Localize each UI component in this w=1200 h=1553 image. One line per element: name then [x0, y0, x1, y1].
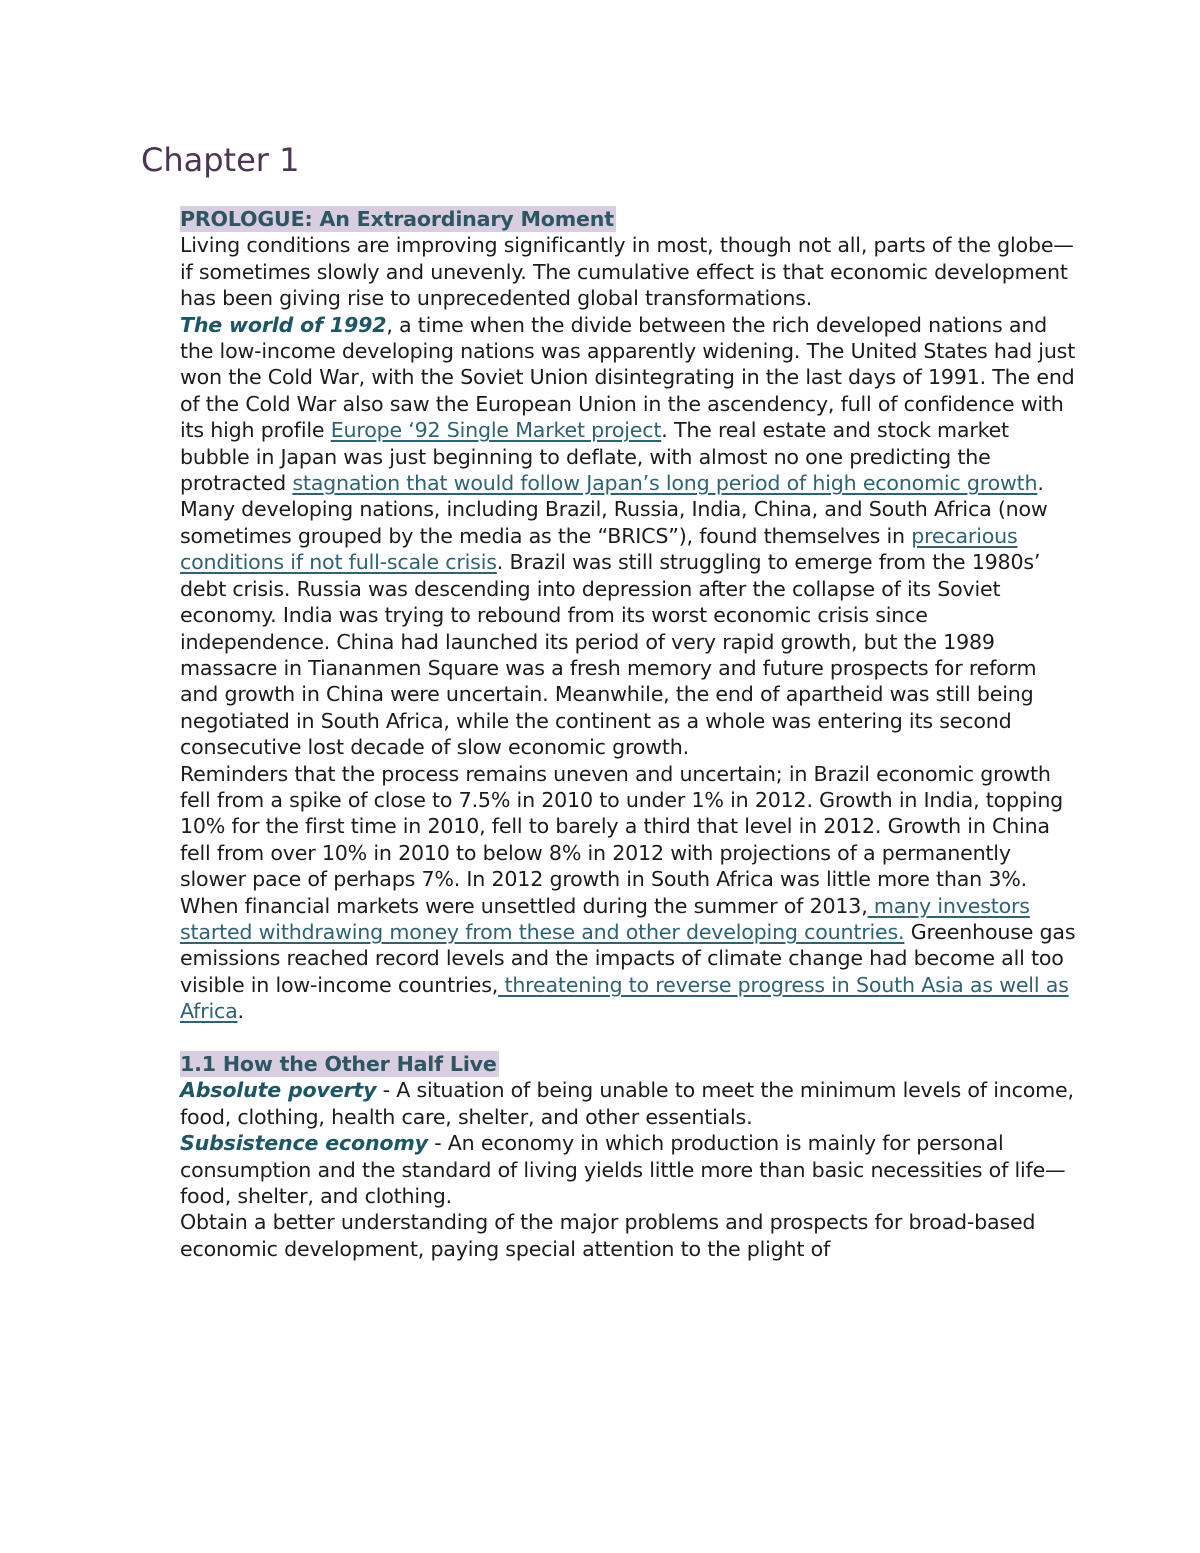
prologue-paragraph-4: Reminders that the process remains uneven and uncertain; in Brazil economic growth fell from a spike of close to 7.5% in 2010 to under 1% in 2012. Growth in India, topping 10% for the first time in 2010, fell to barely a third that level in 2012. Growth in China fell from over 10% in 2010 to below 8% in 2012 with projections of a permanently slower pace of perhaps 7%. In 2012 growth in South Africa was little more than 3%. [180, 761, 1064, 892]
prologue-paragraph-2 [180, 312, 1080, 497]
term-world-1992: The world of 1992 [180, 312, 387, 337]
prologue-paragraph-3 [180, 496, 1080, 760]
link-precarious-conditions[interactable]: precarious conditions if not full-scale crisis [180, 523, 1018, 575]
text-segment: Greenhouse gas emissions reached record levels and the impacts of climate change had become all too visible in low-income countries, [180, 919, 1076, 997]
text-segment: When financial markets were unsettled during the summer of 2013, [180, 893, 868, 918]
section-1-1-heading: 1.1 How the Other Half Live [180, 1051, 497, 1076]
prologue-heading: PROLOGUE: An Extraordinary Moment [180, 207, 614, 231]
term-subsistence-economy: Subsistence economy [180, 1131, 428, 1156]
definition-text: - An economy in which production is mainly for personal consumption and the standard of living yields little more than basic necessities of life—food, shelter, and clothing. [180, 1131, 1066, 1209]
text-segment: Many developing nations, including Brazil, Russia, India, China, and South Africa (now sometimes grouped by the media as the “BRICS”), found themselves in [180, 497, 1048, 548]
definition-absolute-poverty [180, 1077, 1080, 1130]
prologue-paragraph-5 [180, 893, 1080, 1025]
link-japan-stagnation[interactable]: stagnation that would follow Japan’s long period of high economic growth [292, 471, 1038, 496]
text-segment: , a time when the divide between the rich developed nations and the low-income developing nations was apparently widening. The United States had just won the Cold War, with the Soviet Union disintegrating in the last days of 1991. The end of the Cold War also saw the European Union in the ascendency, full of confidence with its high profile [180, 312, 1076, 443]
link-investors-withdrawing[interactable]: many investors started withdrawing money from these and other developing countries. [180, 893, 1030, 944]
chapter-title: Chapter 1 [141, 141, 300, 179]
text-segment: . Brazil was still struggling to emerge from the 1980s’ debt crisis. Russia was descending into depression after the collapse of its Soviet economy. India was trying to rebound from its worst economic crisis since independence. China had launched its period of very rapid growth, but the 1989 massacre in Tiananmen Square was a fresh memory and future prospects for reform and growth in China were uncertain. Meanwhile, the end of apartheid was still being negotiated in South Africa, while the continent as a whole was entering its second consecutive lost decade of slow economic growth. [180, 550, 1041, 760]
section-1-1-paragraph: Obtain a better understanding of the major problems and prospects for broad-based economic development, paying special attention to the plight of [180, 1210, 1036, 1261]
document-body [180, 206, 1080, 1262]
definition-subsistence-economy [180, 1130, 1080, 1209]
definition-text: - A situation of being unable to meet the minimum levels of income, food, clothing, health care, shelter, and other essentials. [180, 1078, 1074, 1129]
link-europe-92[interactable]: Europe ‘92 Single Market project [330, 418, 662, 443]
text-segment: . The real estate and stock market bubble in Japan was just beginning to deflate, with almost no one predicting the protracted [180, 418, 1009, 496]
text-segment: . [1037, 471, 1044, 496]
text-segment: . [237, 999, 244, 1024]
section-spacer [180, 1025, 1080, 1051]
prologue-paragraph-1: Living conditions are improving significantly in most, though not all, parts of the globe—if sometimes slowly and unevenly. The cumulative effect is that economic development has been giving rise to unprecedented global transformations. [180, 233, 1074, 311]
link-reverse-progress[interactable]: threatening to reverse progress in South Asia as well as Africa [180, 972, 1069, 1024]
term-absolute-poverty: Absolute poverty [180, 1078, 377, 1103]
